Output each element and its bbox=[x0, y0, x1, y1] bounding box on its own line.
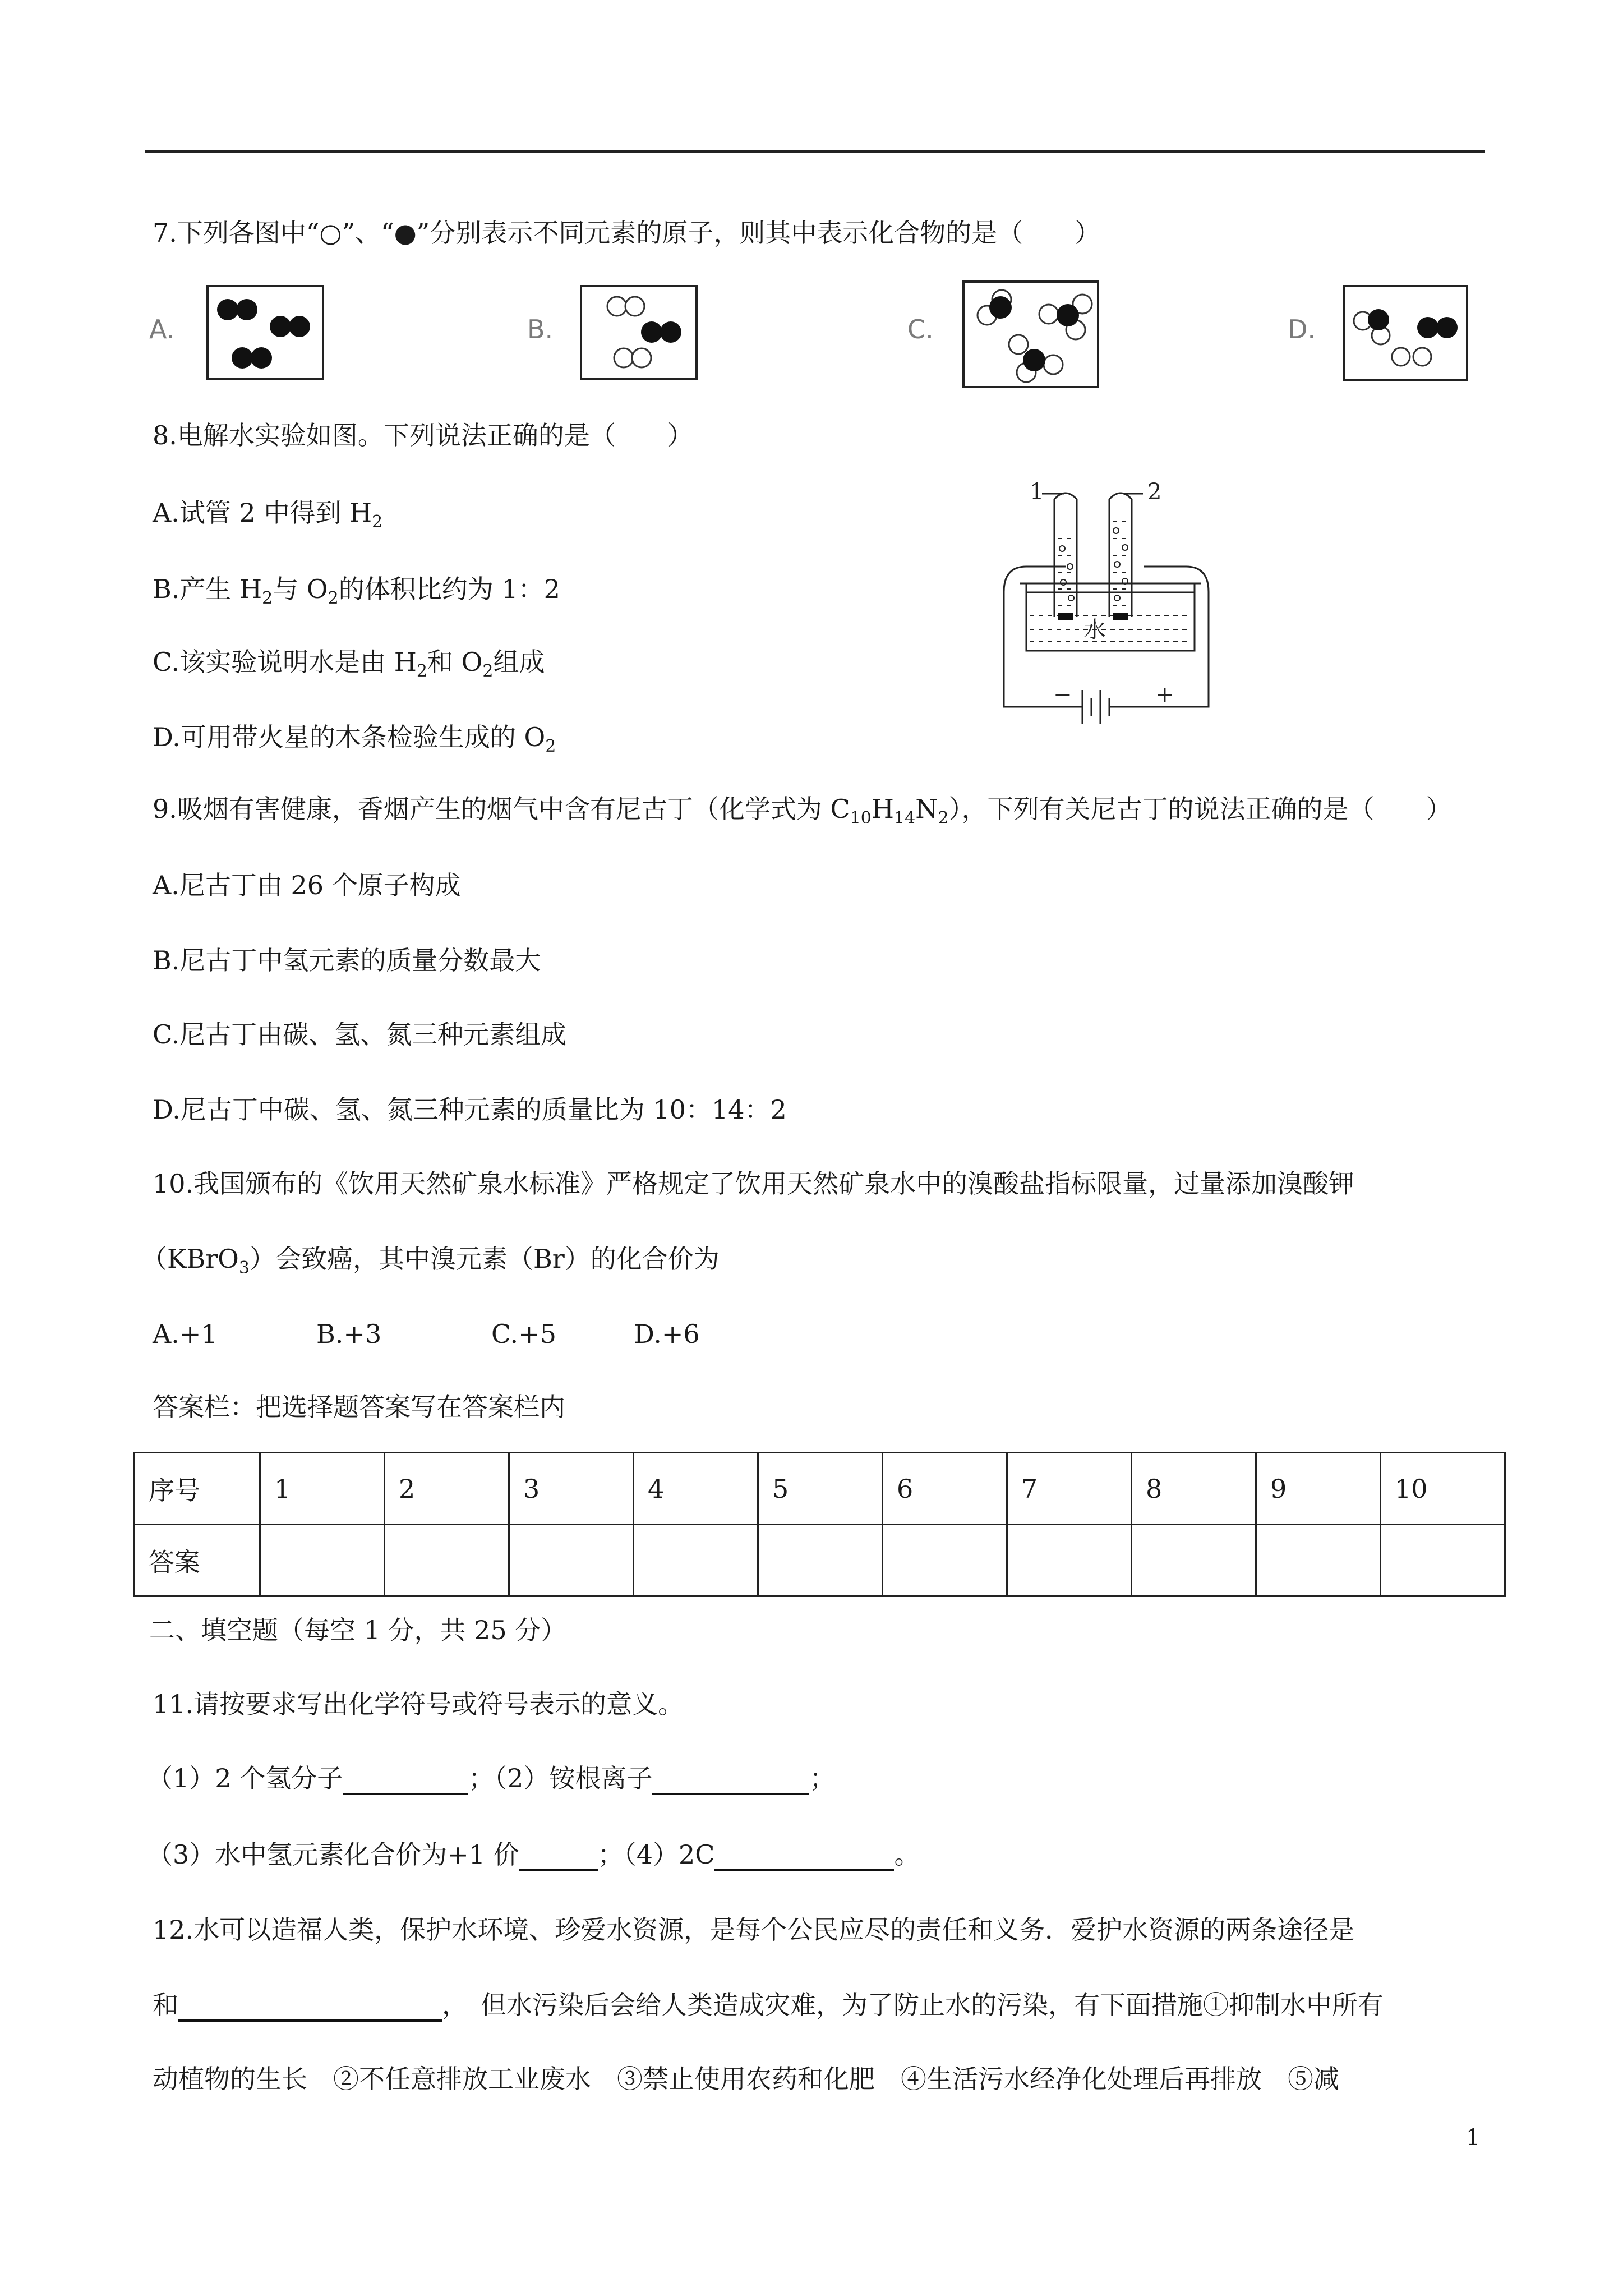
answer-number-cell: 2 bbox=[385, 1453, 509, 1525]
answer-number-cell: 6 bbox=[883, 1453, 1007, 1525]
q12-line-2: 和 ， 但水污染后会给人类造成灾难，为了防止水的污染，有下面措施①抑制水中所有 bbox=[153, 1988, 1384, 2022]
q7-option-c-figure bbox=[962, 280, 1099, 388]
answer-number-cell: 1 bbox=[260, 1453, 385, 1525]
answer-number-cell: 10 bbox=[1381, 1453, 1505, 1525]
answer-input-cell[interactable] bbox=[385, 1525, 509, 1596]
q8-option-d: D.可用带火星的木条检验生成的 $O_2$ bbox=[153, 722, 556, 757]
answer-input-cell[interactable] bbox=[883, 1525, 1007, 1596]
q9-option-a: A.尼古丁由 26 个原子构成 bbox=[153, 870, 461, 900]
answer-table-answer-header: 答案 bbox=[135, 1525, 260, 1596]
q7-option-c-label: C. bbox=[907, 314, 934, 344]
answer-table-number-row bbox=[135, 1453, 1505, 1525]
answer-table-answer-row bbox=[135, 1525, 1505, 1596]
answer-input-cell[interactable] bbox=[1256, 1525, 1381, 1596]
answer-table-number-header: 序号 bbox=[135, 1453, 260, 1525]
q11-blank-2[interactable] bbox=[652, 1768, 809, 1795]
answer-bar-label: 答案栏：把选择题答案写在答案栏内 bbox=[153, 1392, 565, 1422]
answer-number-cell: 5 bbox=[758, 1453, 883, 1525]
q11-blank-3[interactable] bbox=[519, 1844, 598, 1871]
answer-table bbox=[133, 1452, 1506, 1597]
q7-option-b-label: B. bbox=[527, 314, 554, 344]
q10-line-2: （KBrO$_3$）会致癌，其中溴元素（Br）的化合价为 bbox=[141, 1244, 720, 1278]
page-number: 1 bbox=[1466, 2125, 1481, 2151]
tube-2-label: 2 bbox=[1147, 482, 1162, 505]
q8-option-c: C.该实验说明水是由 $H_2$和 $O_2$组成 bbox=[153, 647, 545, 682]
q7-option-d-label: D. bbox=[1288, 314, 1316, 344]
q8-option-b: B.产生 $H_2$与 $O_2$的体积比约为 1：2 bbox=[153, 574, 560, 609]
water-label: 水 bbox=[1083, 617, 1106, 643]
q10-option-d: D.+6 bbox=[634, 1319, 700, 1349]
q9-option-c: C.尼古丁由碳、氢、氮三种元素组成 bbox=[153, 1019, 567, 1050]
answer-number-cell: 7 bbox=[1007, 1453, 1132, 1525]
q10-option-b: B.+3 bbox=[316, 1319, 382, 1349]
answer-number-cell: 8 bbox=[1132, 1453, 1256, 1525]
q11-line-1: （1）2 个氢分子 ；（2）铵根离子 ； bbox=[147, 1761, 835, 1795]
answer-input-cell[interactable] bbox=[634, 1525, 758, 1596]
tube-1-label: 1 bbox=[1030, 482, 1044, 505]
q7-option-d-figure bbox=[1343, 285, 1468, 381]
q11-blank-4[interactable] bbox=[714, 1844, 894, 1871]
answer-number-cell: 3 bbox=[509, 1453, 634, 1525]
header-rule bbox=[145, 150, 1485, 153]
answer-input-cell[interactable] bbox=[260, 1525, 385, 1596]
q8-option-a: A.试管 2 中得到 $H_2$ bbox=[153, 498, 383, 532]
q12-line-1: 12.水可以造福人类，保护水环境、珍爱水资源，是每个公民应尽的责任和义务．爱护水资源的两条途径是 bbox=[153, 1915, 1355, 1945]
q11-blank-1[interactable] bbox=[343, 1768, 468, 1795]
negative-terminal-label: − bbox=[1053, 682, 1072, 708]
answer-number-cell: 9 bbox=[1256, 1453, 1381, 1525]
answer-input-cell[interactable] bbox=[1132, 1525, 1256, 1596]
q7-option-a-figure bbox=[206, 285, 324, 380]
answer-input-cell[interactable] bbox=[1007, 1525, 1132, 1596]
q7-text: 7.下列各图中“○”、“●”分别表示不同元素的原子，则其中表示化合物的是（ ） bbox=[153, 218, 1101, 248]
answer-number-cell: 4 bbox=[634, 1453, 758, 1525]
q11-line-2: （3）水中氢元素化合价为+1 价 ；（4）2C 。 bbox=[147, 1838, 920, 1871]
electrolysis-diagram bbox=[993, 482, 1228, 752]
q7-option-a-label: A. bbox=[149, 314, 175, 344]
answer-input-cell[interactable] bbox=[509, 1525, 634, 1596]
q9-option-d: D.尼古丁中碳、氢、氮三种元素的质量比为 10：14：2 bbox=[153, 1094, 787, 1125]
q10-option-a: A.+1 bbox=[153, 1319, 218, 1349]
q8-stem: 8.电解水实验如图。下列说法正确的是（ ） bbox=[153, 420, 693, 450]
answer-input-cell[interactable] bbox=[758, 1525, 883, 1596]
q10-option-c: C.+5 bbox=[491, 1319, 556, 1349]
q10-line-1: 10.我国颁布的《饮用天然矿泉水标准》严格规定了饮用天然矿泉水中的溴酸盐指标限量，过量添加溴酸钾 bbox=[153, 1168, 1355, 1199]
q12-line-3: 动植物的生长 ②不任意排放工业废水 ③禁止使用农药和化肥 ④生活污水经净化处理后再排放 ⑤减 bbox=[153, 2064, 1339, 2094]
answer-input-cell[interactable] bbox=[1381, 1525, 1505, 1596]
q7-option-b-figure bbox=[580, 285, 698, 380]
section-2-heading: 二、填空题（每空 1 分，共 25 分） bbox=[149, 1615, 567, 1645]
q9-option-b: B.尼古丁中氢元素的质量分数最大 bbox=[153, 945, 541, 976]
q9-stem: 9.吸烟有害健康，香烟产生的烟气中含有尼古丁（化学式为 $C_{10}H_{14}N_2$），下列有关尼古丁的说法正确的是（ ） bbox=[153, 794, 1452, 829]
positive-terminal-label: + bbox=[1155, 682, 1174, 708]
q11-stem: 11.请按要求写出化学符号或符号表示的意义。 bbox=[153, 1689, 684, 1719]
q12-blank-1[interactable] bbox=[178, 1995, 442, 2022]
